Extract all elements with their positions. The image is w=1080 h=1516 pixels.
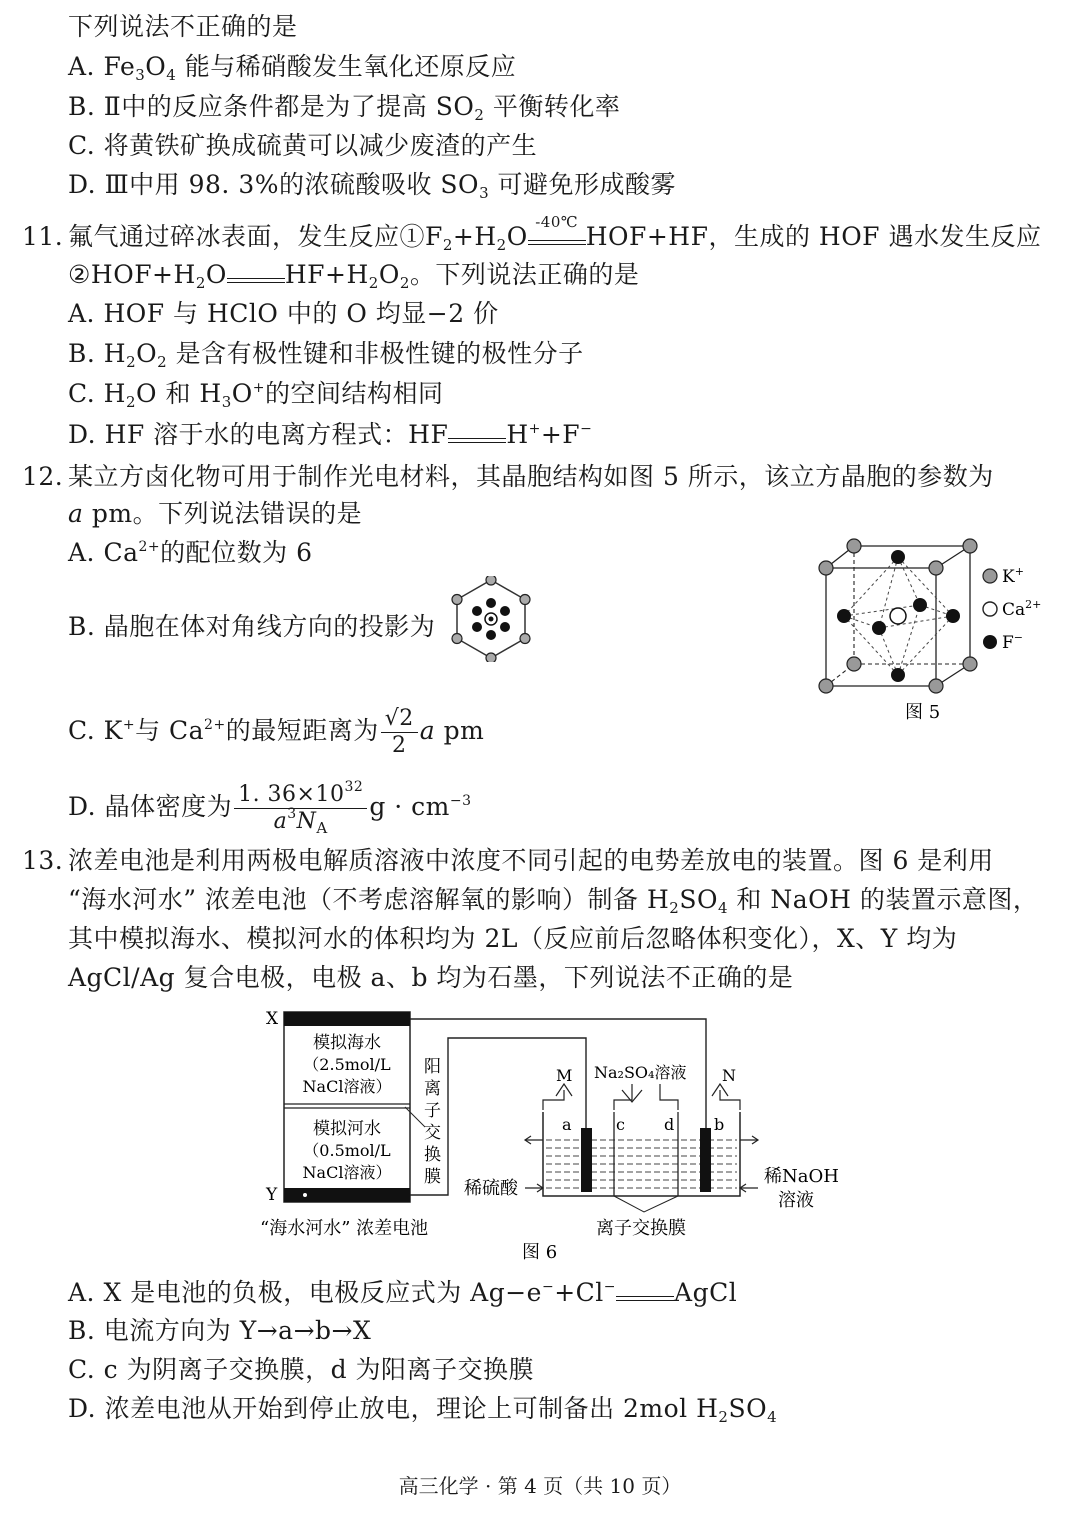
label-n: N xyxy=(722,1066,736,1085)
dilute-naoh-label: 稀NaOH xyxy=(764,1166,839,1187)
proj-f-ion xyxy=(472,606,482,616)
river-water-conc: （0.5mol/L xyxy=(303,1141,391,1160)
equals-sign xyxy=(227,266,285,283)
k-ion xyxy=(819,561,833,575)
equals-sign xyxy=(616,1284,674,1301)
membrane-pointer xyxy=(405,1107,425,1127)
outlet-n-pipe xyxy=(720,1090,740,1110)
sea-water-solution: NaCl溶液） xyxy=(302,1077,392,1096)
q13-option-b: B. 电流方向为 Y→a→b→X xyxy=(68,1316,372,1345)
svg-text:换: 换 xyxy=(424,1145,441,1165)
label-d: d xyxy=(664,1115,675,1134)
f-ion xyxy=(913,598,927,612)
q12-line1: 某立方卤化物可用于制作光电材料，其晶胞结构如图 5 所示，该立方晶胞的参数为 xyxy=(68,462,994,491)
proj-f-ion xyxy=(500,606,510,616)
label-a: a xyxy=(562,1115,572,1134)
q11-option-c: C. $H_2O$ 和 $H_3O^+$的空间结构相同 xyxy=(68,379,444,411)
label-b: b xyxy=(714,1115,725,1134)
q12-option-d: D. 晶体密度为 $\frac{1. 36\times 10^{32}}{a^3N_A}$ $g \cdot cm^{-3}$ xyxy=(68,779,472,837)
q12-option-a: A. $Ca^{2+}$的配位数为 6 xyxy=(68,538,313,567)
legend-f-icon xyxy=(983,635,997,649)
q13-line4: AgCl/Ag 复合电极，电极 a、b 均为石墨，下列说法不正确的是 xyxy=(68,963,794,992)
q13-option-a: A. X 是电池的负极，电极反应式为 Ag−e−+Cl− AgCl xyxy=(68,1278,738,1307)
f-ion xyxy=(872,621,886,635)
na2so4-label: Na₂SO₄溶液 xyxy=(594,1063,687,1082)
k-ion xyxy=(929,679,943,693)
electrode-a xyxy=(581,1128,592,1192)
q13-line2: “海水河水” 浓差电池（不考虑溶解氧的影响）制备 $H_2SO_4$ 和 NaOH 的装置示意图， xyxy=(68,885,1039,917)
fraction-sqrt2-over-2: $\frac{√2}{2}$ xyxy=(381,706,418,759)
svg-text:交: 交 xyxy=(424,1123,441,1143)
q12-number: 12. xyxy=(22,462,64,491)
legend-ca-label: $Ca^{2+}$ xyxy=(1002,598,1042,620)
q10-option-a: A. $Fe_3O_4$ 能与稀硝酸发生氧化还原反应 xyxy=(68,52,517,84)
svg-text:阳: 阳 xyxy=(424,1057,441,1077)
electrode-y xyxy=(284,1188,410,1202)
label-y: Y xyxy=(266,1185,278,1205)
figure6-apparatus xyxy=(260,1004,850,1266)
page-footer: 高三化学 · 第 4 页（共 10 页） xyxy=(398,1474,682,1498)
q11-line1: 氟气通过碎冰表面，发生反应$①F_2+H_2O$ -40℃ HOF+HF，生成的 HOF 遇水发生反应 xyxy=(68,213,1042,254)
proj-k-ion xyxy=(520,634,530,644)
legend-k-icon xyxy=(983,569,997,583)
q11-option-b: B. $H_2O_2$ 是含有极性键和非极性键的极性分子 xyxy=(68,339,584,371)
river-water-label: 模拟河水 xyxy=(313,1119,381,1139)
q10-option-b: B. Ⅱ中的反应条件都是为了提高 $SO_2$ 平衡转化率 xyxy=(68,92,621,124)
reaction-condition-sign: -40℃ xyxy=(528,228,586,245)
legend-f-label: F− xyxy=(1002,631,1024,653)
q11-line2: $②HOF+H_2O$ $HF+H_2O_2$。下列说法正确的是 xyxy=(68,260,640,292)
q13-option-d: D. 浓差电池从开始到停止放电，理论上可制备出 2mol $H_2SO_4$ xyxy=(68,1394,778,1426)
legend-k-label: K+ xyxy=(1002,565,1024,587)
proj-k-ion xyxy=(486,576,496,585)
river-water-solution: NaCl溶液） xyxy=(302,1163,392,1182)
q11-option-d: D. HF 溶于水的电离方程式：HF H++F− xyxy=(68,420,593,449)
k-ion xyxy=(929,561,943,575)
proj-f-ion xyxy=(500,622,510,632)
k-ion xyxy=(819,679,833,693)
sea-water-conc: （2.5mol/L xyxy=(303,1055,391,1074)
label-c: c xyxy=(616,1115,625,1134)
proj-k-ion xyxy=(452,634,462,644)
y-dot xyxy=(303,1193,307,1197)
k-ion xyxy=(847,657,861,671)
electrolysis-cell xyxy=(525,1084,758,1212)
proj-k-ion xyxy=(486,653,496,662)
q10-option-d: D. Ⅲ中用 98. 3%的浓硫酸吸收 $SO_3$ 可避免形成酸雾 xyxy=(68,170,677,202)
proj-k-ion xyxy=(520,595,530,605)
wires xyxy=(410,1019,706,1195)
figure6-label: 图 6 xyxy=(522,1242,558,1263)
f-ion xyxy=(891,668,905,682)
q12-option-c: C. K+与 $Ca^{2+}$的最短距离为 $\frac{√2}{2}$ a pm xyxy=(68,706,485,758)
q11-option-a: A. HOF 与 HClO 中的 O 均显−2 价 xyxy=(68,299,499,328)
proj-k-ion xyxy=(452,595,462,605)
q12-line2: a pm。下列说法错误的是 xyxy=(68,499,363,528)
equals-sign xyxy=(448,426,506,443)
label-x: X xyxy=(266,1009,279,1029)
q11-number: 11. xyxy=(22,222,64,251)
dilute-acid-label: 稀硫酸 xyxy=(464,1178,518,1199)
outlet-m-pipe xyxy=(543,1090,564,1110)
svg-text:膜: 膜 xyxy=(424,1167,441,1187)
sea-water-label: 模拟海水 xyxy=(313,1033,381,1053)
ion-membrane-label: 离子交换膜 xyxy=(596,1218,686,1239)
k-ion xyxy=(963,657,977,671)
electrode-b xyxy=(700,1128,711,1192)
inlet-pipe-right xyxy=(660,1084,678,1110)
proj-f-ion xyxy=(472,622,482,632)
q10-stem: 下列说法不正确的是 xyxy=(68,12,298,41)
q13-option-c: C. c 为阴离子交换膜，d 为阳离子交换膜 xyxy=(68,1355,535,1384)
figure5-label: 图 5 xyxy=(905,702,941,723)
proj-f-ion xyxy=(486,630,496,640)
dilute-naoh-label-2: 溶液 xyxy=(778,1190,814,1211)
electrode-x xyxy=(284,1012,410,1026)
q13-line1: 浓差电池是利用两极电解质溶液中浓度不同引起的电势差放电的装置。图 6 是利用 xyxy=(68,846,994,875)
label-m: M xyxy=(556,1066,573,1085)
cation-membrane-label xyxy=(424,1057,441,1187)
proj-center-dot xyxy=(489,617,494,622)
battery-caption: “海水河水” 浓差电池 xyxy=(260,1218,429,1239)
k-ion xyxy=(847,539,861,553)
legend-ca-icon xyxy=(983,602,997,616)
f-ion xyxy=(837,609,851,623)
density-fraction: $\frac{1. 36\times 10^{32}}{a^3N_A}$ xyxy=(234,782,367,835)
q12-option-b: B. 晶胞在体对角线方向的投影为 xyxy=(68,612,436,641)
membrane-pointer-lines xyxy=(614,1196,678,1212)
q13-line3: 其中模拟海水、模拟河水的体积均为 2L（反应前后忽略体积变化），X、Y 均为 xyxy=(68,924,958,953)
f-ion xyxy=(946,609,960,623)
ca-ion xyxy=(890,608,906,624)
crystal-cell-figure xyxy=(808,534,1068,730)
svg-text:离: 离 xyxy=(424,1079,441,1099)
q10-option-c: C. 将黄铁矿换成硫黄可以减少废渣的产生 xyxy=(68,131,538,160)
f-ion xyxy=(891,550,905,564)
k-ion xyxy=(963,539,977,553)
hexagon-projection-figure xyxy=(448,576,534,662)
svg-text:子: 子 xyxy=(424,1101,441,1121)
proj-f-ion xyxy=(486,598,496,608)
inlet-pipe-left xyxy=(614,1084,632,1110)
q13-number: 13. xyxy=(22,846,64,875)
